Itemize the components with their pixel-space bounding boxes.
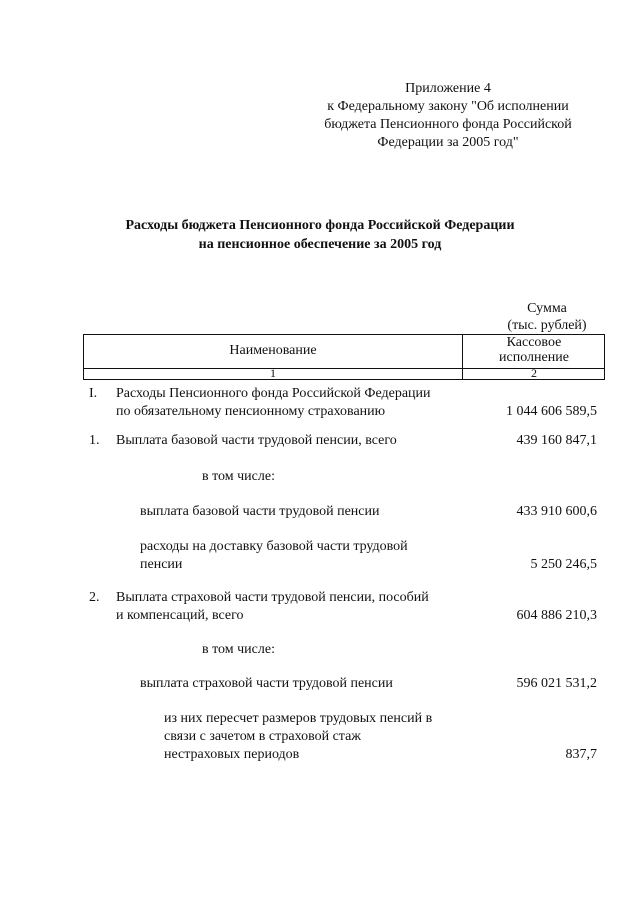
row-value: 433 910 600,6 — [516, 504, 597, 519]
row-label-line: из них пересчет размеров трудовых пенсий в — [164, 711, 433, 726]
column-header-amount-line: исполнение — [499, 350, 569, 365]
appendix-note — [308, 80, 588, 152]
column-number-1: 1 — [270, 366, 276, 380]
row-value: 5 250 246,5 — [530, 557, 597, 572]
row-label — [140, 503, 379, 521]
sum-header — [492, 300, 602, 334]
row-label — [116, 589, 429, 625]
table-header — [83, 334, 605, 380]
row-number: 2. — [89, 590, 100, 605]
row-value: 837,7 — [565, 747, 597, 762]
row-number: I. — [89, 386, 98, 401]
row-label-line: в том числе: — [202, 642, 275, 657]
appendix-line: Федерации за 2005 год" — [377, 135, 519, 150]
row-label — [116, 385, 431, 421]
title-line: Расходы бюджета Пенсионного фонда Российской Федерации — [125, 218, 515, 233]
row-label-line: выплата страховой части трудовой пенсии — [140, 676, 393, 691]
appendix-line: к Федеральному закону "Об исполнении — [327, 99, 569, 114]
row-label — [140, 538, 408, 574]
row-label-line: в том числе: — [202, 469, 275, 484]
row-value: 1 044 606 589,5 — [506, 404, 597, 419]
sum-label: Сумма — [527, 301, 567, 316]
appendix-line: Приложение 4 — [405, 81, 491, 96]
row-label — [164, 710, 432, 764]
row-label — [140, 675, 393, 693]
column-number-2: 2 — [531, 366, 537, 380]
row-label-line: нестраховых периодов — [164, 747, 300, 762]
row-value: 596 021 531,2 — [516, 676, 597, 691]
sum-unit: (тыс. рублей) — [507, 318, 587, 333]
row-value: 439 160 847,1 — [516, 433, 597, 448]
row-value: 604 886 210,3 — [516, 608, 597, 623]
row-label-line: связи с зачетом в страховой стаж — [164, 729, 361, 744]
appendix-line: бюджета Пенсионного фонда Российской — [324, 117, 572, 132]
row-label-line: Выплата страховой части трудовой пенсии, пособий — [116, 590, 429, 605]
row-label-line: расходы на доставку базовой части трудовой — [140, 539, 408, 554]
column-header-name: Наименование — [229, 343, 317, 358]
row-label — [202, 641, 275, 659]
row-label-line: пенсии — [140, 557, 183, 572]
row-label-line: выплата базовой части трудовой пенсии — [140, 504, 380, 519]
title-line: на пенсионное обеспечение за 2005 год — [198, 237, 442, 252]
column-header-amount-line: Кассовое — [506, 335, 562, 350]
row-label-line: Расходы Пенсионного фонда Российской Федерации — [116, 386, 431, 401]
row-label — [202, 468, 275, 486]
column-header-amount — [462, 335, 606, 365]
row-label-line: по обязательному пенсионному страхованию — [116, 404, 386, 419]
row-label-line: и компенсаций, всего — [116, 608, 244, 623]
row-label — [116, 432, 397, 450]
document-title — [0, 216, 640, 254]
row-number: 1. — [89, 433, 100, 448]
row-label-line: Выплата базовой части трудовой пенсии, всего — [116, 433, 397, 448]
